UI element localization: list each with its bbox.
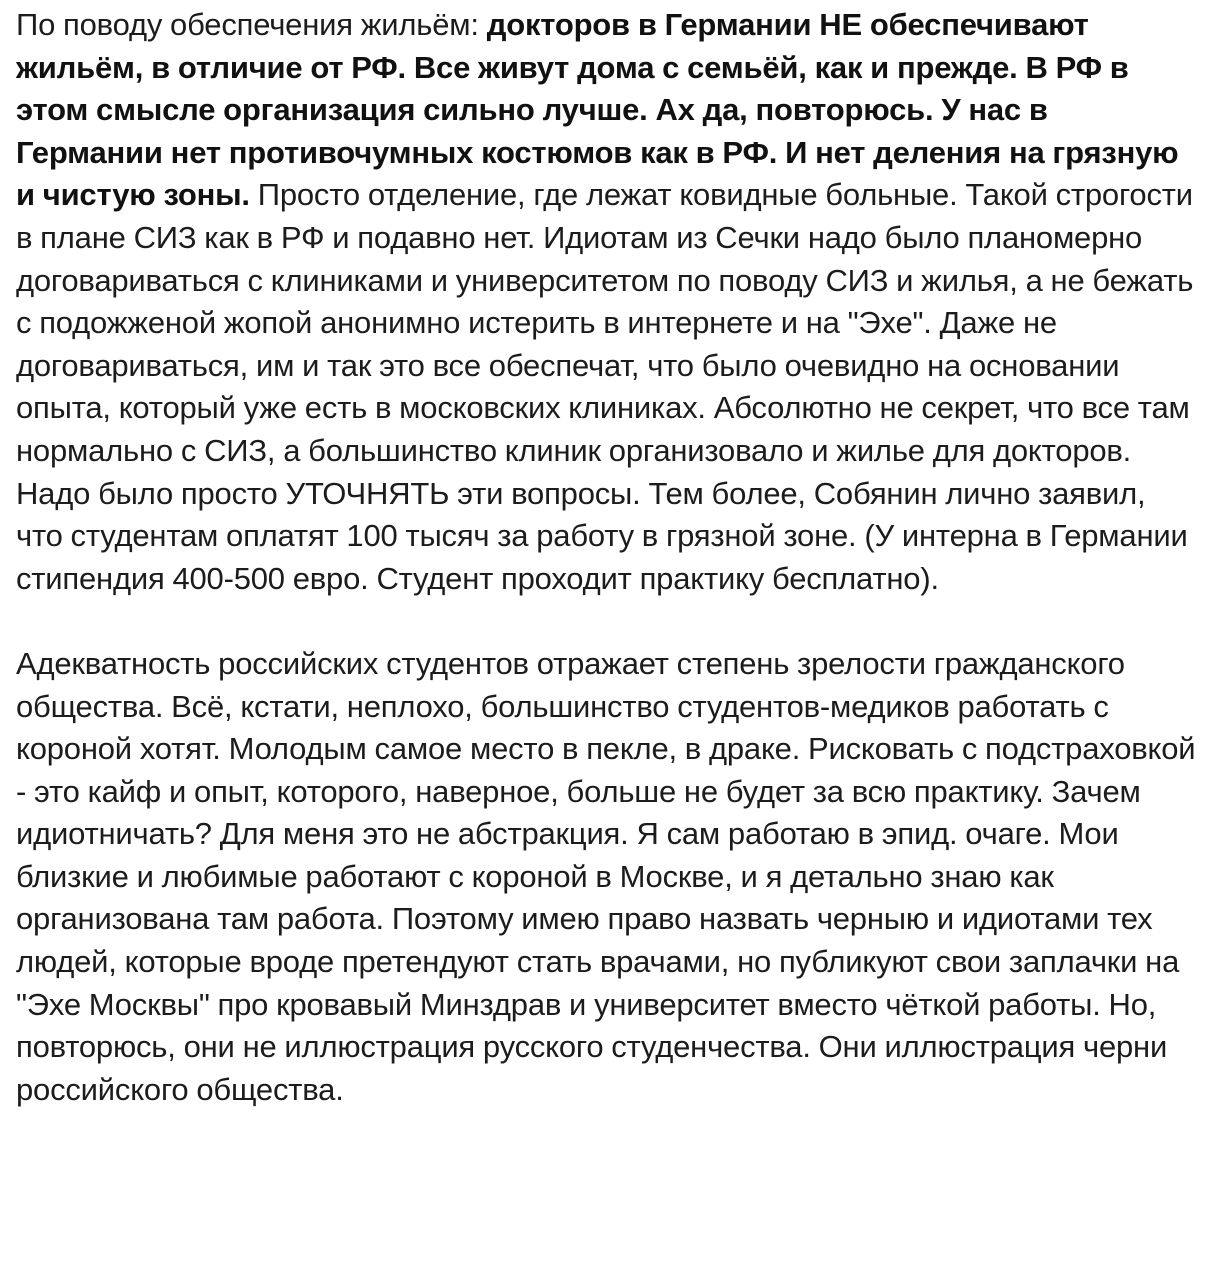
- paragraph-housing-intro: По поводу обеспечения жильём:: [16, 7, 487, 42]
- paragraph-housing-rest: Просто отделение, где лежат ковидные больные. Такой строгости в плане СИЗ как в РФ и подавно нет. Идиотам из Сечки надо было планомерно договариваться с клиниками и университетом по поводу СИЗ и жилья, а не бежать с подожженой жопой анонимно истерить в интернете и на "Эхе". Даже не договариваться, им и так это все обеспечат, что было очевидно на основании опыта, который уже есть в московских клиниках. Абсолютно не секрет, что все там нормально с СИЗ, а большинство клиник организовало и жилье для докторов. Надо было просто УТОЧНЯТЬ эти вопросы. Тем более, Собянин лично заявил, что студентам оплатят 100 тысяч за работу в грязной зоне. (У интерна в Германии стипендия 400-500 евро. Студент проходит практику бесплатно).: [16, 177, 1194, 596]
- post-text: [16, 4, 1198, 1111]
- paragraph-housing-bold: докторов в Германии НЕ обеспечивают жильём, в отличие от РФ. Все живут дома с семьёй, как и прежде. В РФ в этом смысле организация сильно лучше. Ах да, повторюсь. У нас в Германии нет противочумных костюмов как в РФ. И нет деления на грязную и чистую зоны.: [16, 7, 1179, 213]
- paragraph-housing: [16, 4, 1198, 600]
- paragraph-students: Адекватность российских студентов отражает степень зрелости гражданского общества. Всё, кстати, неплохо, большинство студентов-медиков работать с короной хотят. Молодым самое место в пекле, в драке. Рисковать с подстраховкой - это кайф и опыт, которого, наверное, больше не будет за всю практику. Зачем идиотничать? Для меня это не абстракция. Я сам работаю в эпид. очаге. Мои близкие и любимые работают с короной в Москве, и я детально знаю как организована там работа. Поэтому имею право назвать черныю и идиотами тех людей, которые вроде претендуют стать врачами, но публикуют свои заплачки на "Эхе Москвы" про кровавый Минздрав и университет вместо чёткой работы. Но, повторюсь, они не иллюстрация русского студенчества. Они иллюстрация черни российского общества.: [16, 645, 1196, 1107]
